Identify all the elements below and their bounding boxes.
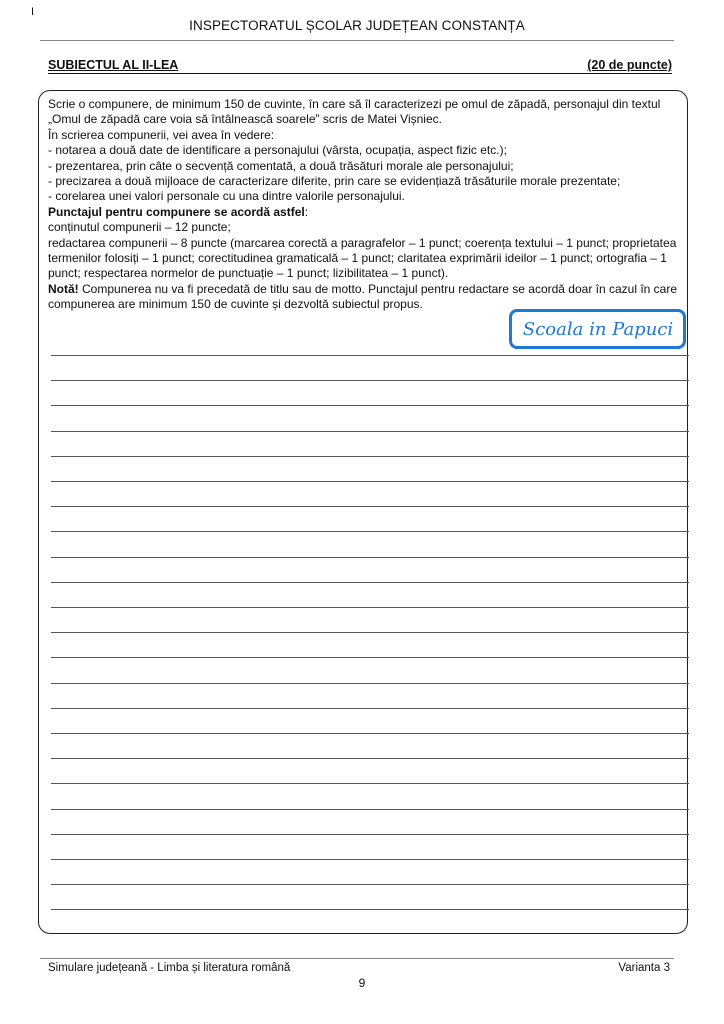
subject-row	[48, 58, 672, 74]
guidance-title: În scrierea compunerii, vei avea în vedere:	[48, 127, 275, 142]
writing-line	[51, 683, 689, 684]
writing-line	[51, 431, 689, 432]
task-intro: Scrie o compunere, de minimum 150 de cuvinte, în care să îl caracterizezi pe omul de zăpadă, personajul din textul „Omul de zăpadă care voia să întâlnească soarele” scris de Matei Vișniec.	[48, 97, 661, 127]
writing-line	[51, 506, 689, 507]
writing-line	[51, 380, 689, 381]
page-footer	[40, 958, 674, 974]
guidance-item: - notarea a două date de identificare a personajului (vârsta, ocupația, aspect fizic etc.);	[48, 143, 507, 158]
scoring-heading	[48, 205, 684, 220]
writing-line	[51, 456, 689, 457]
scoala-in-papuci-logo-svg	[514, 313, 682, 345]
writing-line	[51, 557, 689, 558]
scoring-writing: redactarea compunerii – 8 puncte (marcarea corectă a paragrafelor – 1 punct; coerența textului – 1 punct; proprietatea termenilor folosiți – 1 punct; corectitudinea gramaticală – 1 punct; claritatea exprimării ideilor – 1 punct; ortografia – 1 punct; respectarea normelor de punctuație – 1 punct; lizibilitatea – 1 punct).	[48, 235, 677, 281]
writing-line	[51, 657, 689, 658]
footer-right: Varianta 3	[618, 962, 670, 974]
scoring-colon: :	[304, 204, 309, 219]
guidance-item: - corelarea unei valori personale cu una dintre valorile personajului.	[48, 189, 405, 204]
scoring-title: Punctajul pentru compunere se acordă astfel	[48, 204, 305, 219]
subject-title: SUBIECTUL AL II-LEA	[48, 58, 179, 72]
writing-line	[51, 531, 689, 532]
writing-line	[51, 884, 689, 885]
note-label: Notă!	[48, 281, 79, 296]
writing-line	[51, 355, 689, 356]
writing-line	[51, 809, 689, 810]
writing-line	[51, 481, 689, 482]
writing-line	[51, 582, 689, 583]
page-header: INSPECTORATUL ȘCOLAR JUDEȚEAN CONSTANȚA	[40, 18, 674, 41]
writing-line	[51, 405, 689, 406]
writing-line	[51, 733, 689, 734]
subject-points: (20 de puncte)	[587, 58, 672, 72]
logo-text: Scoala in Papuci	[522, 319, 673, 340]
writing-line	[51, 909, 689, 910]
writing-line	[51, 607, 689, 608]
scoring-content: conținutul compunerii – 12 puncte;	[48, 220, 231, 235]
writing-line	[51, 859, 689, 860]
task-text	[48, 97, 684, 313]
page-number: 9	[358, 976, 366, 990]
writing-line	[51, 834, 689, 835]
writing-line	[51, 632, 689, 633]
corner-mark: I	[31, 6, 35, 18]
answer-box	[38, 90, 688, 934]
note-text: Compunerea nu va fi precedată de titlu sau de motto. Punctajul pentru redactare se acordă doar în cazul în care compunerea are minimum 150 de cuvinte și dezvoltă subiectul propus.	[48, 281, 678, 312]
scoala-in-papuci-logo	[509, 309, 686, 349]
writing-line	[51, 708, 689, 709]
writing-line	[51, 758, 689, 759]
guidance-item: - prezentarea, prin câte o secvență comentată, a două trăsături morale ale personajului;	[48, 158, 514, 173]
guidance-item: - precizarea a două mijloace de caracterizare diferite, prin care se evidențiază trăsăturile morale prezentate;	[48, 174, 621, 189]
writing-line	[51, 783, 689, 784]
footer-left: Simulare județeană - Limba și literatura română	[48, 962, 291, 974]
